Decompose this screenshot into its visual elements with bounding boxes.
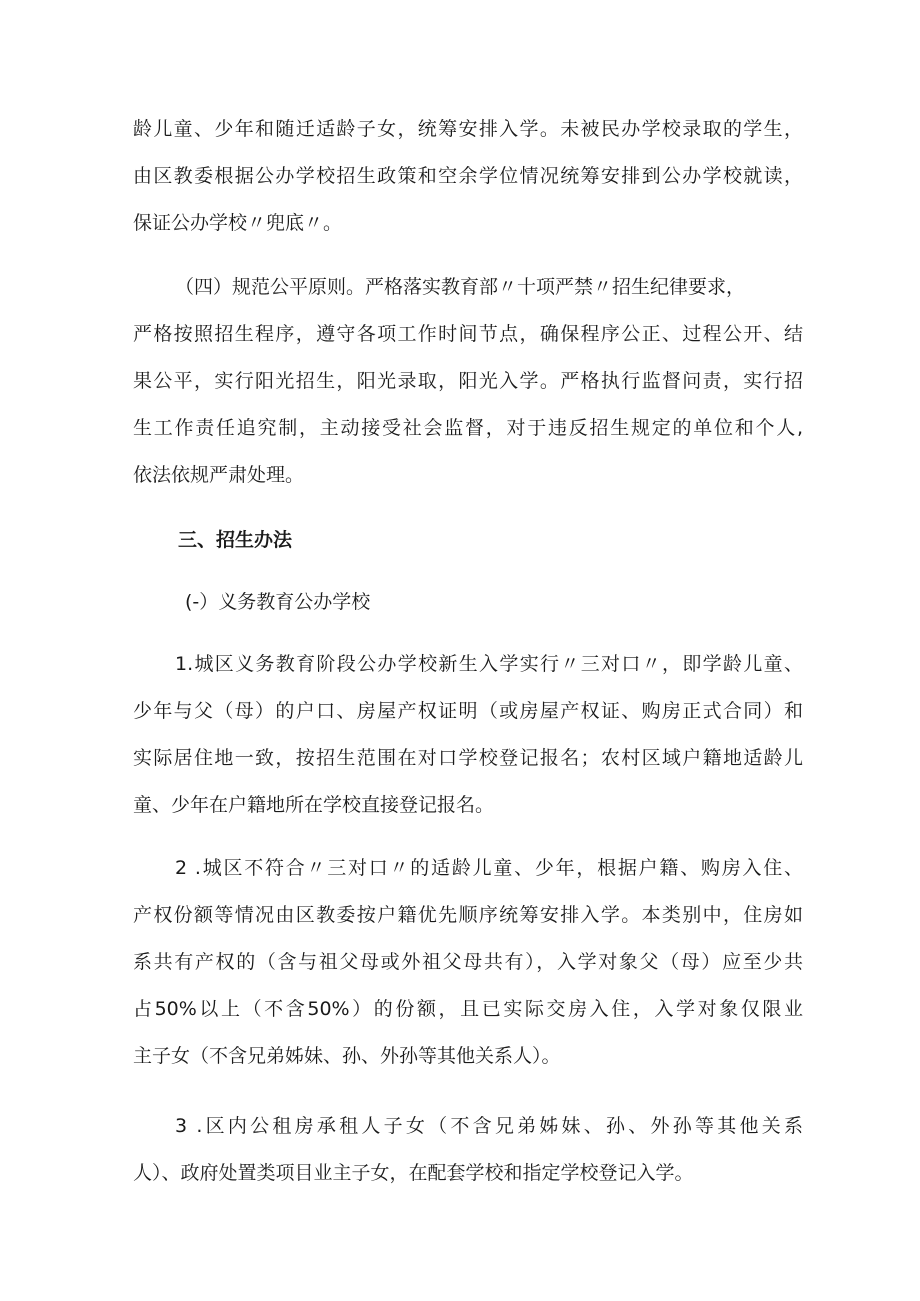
text-line: 3 .区内公租房承租人子女（不含兄弟姊妹、孙、外孙等其他关系 [175, 1115, 803, 1137]
text-line: 1.城区义务教育阶段公办学校新生入学实行〃三对口〃，即学龄儿童、 [175, 653, 803, 675]
text-line: （四）规范公平原则。严格落实教育部〃十项严禁〃招生纪律要求， [175, 276, 746, 298]
text-line: 系共有产权的（含与祖父母或外祖父母共有），入学对象父（母）应至少共 [133, 951, 803, 973]
text-line: 生工作责任追究制，主动接受社会监督，对于违反招生规定的单位和个人, [133, 417, 803, 439]
text-line: 主子女（不含兄弟姊妹、孙、外孙等其他关系人）。 [133, 1045, 561, 1067]
text-line: 果公平，实行阳光招生，阳光录取，阳光入学。严格执行监督问责，实行招 [133, 370, 803, 392]
list-item-3 [133, 1103, 803, 1197]
subsection-heading: (-）义务教育公办学校 [185, 591, 371, 613]
text-line: 占50%以上（不含50%）的份额，且已实际交房入住，入学对象仅限业 [133, 998, 803, 1020]
list-item-2 [133, 845, 803, 1080]
text-line: 少年与父（母）的户口、房屋产权证明（或房屋产权证、购房正式合同）和 [133, 700, 803, 722]
text-line: 产权份额等情况由区教委按户籍优先顺序统筹安排入学。本类别中，住房如 [133, 904, 803, 926]
text-line: 人）、政府处置类项目业主子女，在配套学校和指定学校登记入学。 [133, 1162, 694, 1184]
text-line: 龄儿童、少年和随迁适龄子女，统筹安排入学。未被民办学校录取的学生， [133, 118, 803, 140]
paragraph-1 [133, 106, 803, 247]
paragraph-2 [133, 264, 803, 499]
text-line: 保证公办学校〃兜底〃。 [133, 212, 343, 234]
text-line: 严格按照招生程序，遵守各项工作时间节点，确保程序公正、过程公开、结 [133, 323, 803, 345]
text-line: 由区教委根据公办学校招生政策和空余学位情况统筹安排到公办学校就读， [133, 165, 803, 187]
list-item-1 [133, 641, 803, 829]
section-heading: 三、招生办法 [178, 529, 293, 551]
text-line: 依法依规严肃处理。 [133, 464, 305, 486]
text-line: 童、少年在户籍地所在学校直接登记报名。 [133, 794, 495, 816]
text-line: 实际居住地一致，按招生范围在对口学校登记报名；农村区域户籍地适龄儿 [133, 747, 803, 769]
text-line: 2 .城区不符合〃三对口〃的适龄儿童、少年，根据户籍、购房入住、 [175, 857, 803, 879]
